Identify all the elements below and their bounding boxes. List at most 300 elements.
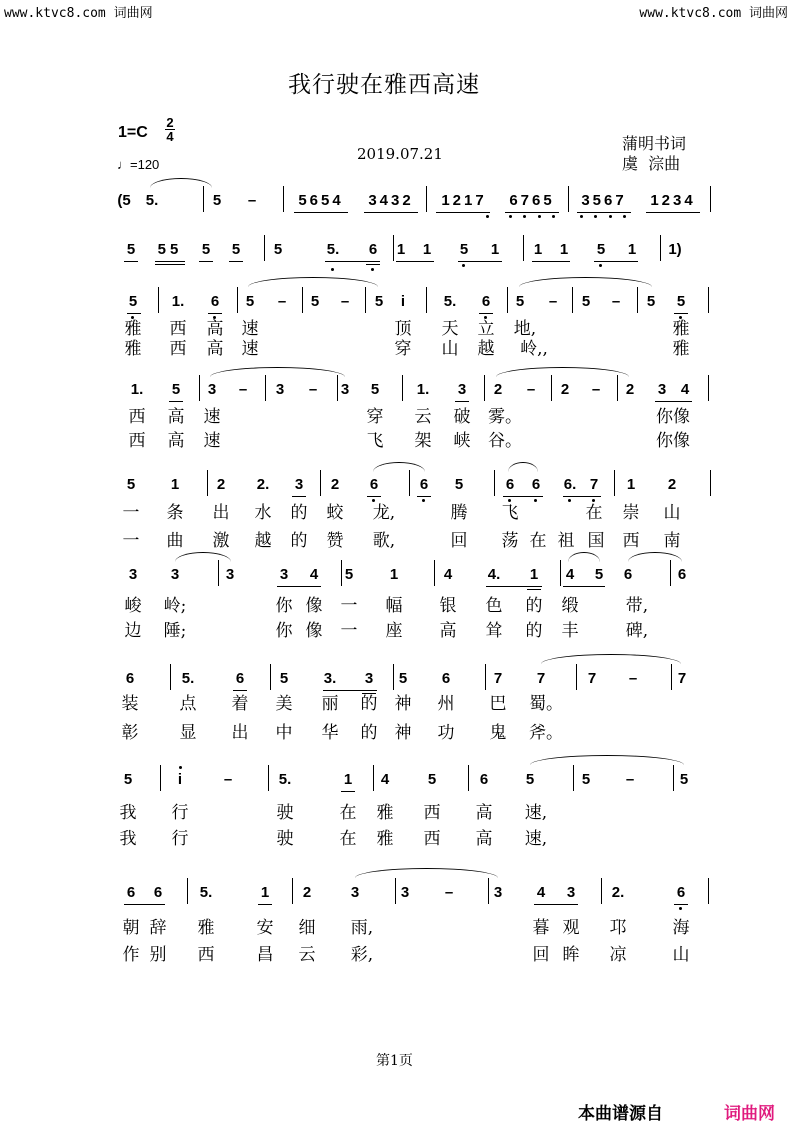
low-octave-dot [538,215,541,218]
high-octave-dot [179,766,182,769]
tie [496,367,629,377]
barline [426,287,427,313]
lyric: 越 [254,531,272,551]
lyric: 岭; [163,596,187,616]
note: 6765 [509,192,555,209]
lyric: 歌, [372,531,396,551]
lyric: 朝 [122,918,140,938]
lyric: 速, [524,803,548,823]
lyric: 峻 [124,596,142,616]
note: 6. [563,476,577,493]
lyric: 架 [414,431,432,451]
beam [364,212,418,213]
tie [519,277,652,287]
beam [396,261,434,262]
note: 5 [201,241,211,258]
lyric: 你像 [656,407,690,427]
lyric: 岭,, [520,339,548,359]
song-title: 我行驶在雅西高速 [288,72,480,98]
lyric: 丰 [561,621,579,641]
lyric: 高 [439,621,457,641]
lyric: 带, [625,596,649,616]
lyric: 在 [339,829,357,849]
beam [563,586,605,587]
lyric: 一 [340,621,358,641]
lyric: 云 [414,407,432,427]
time-signature-top: 2 [166,115,174,130]
note: 5 [231,241,241,258]
beam [325,261,380,262]
note: 3 [128,566,138,583]
lyric: 丽 [321,694,339,714]
lyric: 神 [394,723,412,743]
beam [124,904,165,905]
note: 1 [559,241,569,258]
note: 5. [443,293,457,310]
lyric: 幅 [385,596,403,616]
tie [530,755,684,765]
note: 4 [565,566,575,583]
note: 6 [441,670,451,687]
lyric: 激 [212,531,230,551]
barline [708,287,709,313]
note: – [444,884,454,901]
date: 2019.07.21 [357,145,443,163]
lyric: 飞 [366,431,384,451]
lyricist-credit: 蒲明书词 [622,134,687,153]
lyric: 座 [385,621,403,641]
note: – [591,381,601,398]
lyric: 速 [241,339,259,359]
note: – [611,293,621,310]
note: 5 [279,670,289,687]
tie [541,654,681,664]
note: 5 [646,293,656,310]
low-octave-dot [623,215,626,218]
lyric: 速 [203,431,221,451]
lyric: 辞 [149,918,167,938]
barline [617,375,618,401]
tempo-marking: ♩=120 [117,157,160,172]
lyric: 祖 [557,531,575,551]
lyric: 海 [672,918,690,938]
beam [563,496,601,497]
barline [485,664,486,690]
lyric: 山 [663,503,681,523]
note: – [340,293,350,310]
barline [637,287,638,313]
lyric: 行 [171,803,189,823]
barline [572,287,573,313]
lyric: 雅 [672,339,690,359]
note: 1. [171,293,185,310]
lyric: 云 [298,945,316,965]
lyric: 色 [485,596,503,616]
note: 6 [368,241,378,258]
note: 6 [531,476,541,493]
watermark-right: www.ktvc8.com 词曲网 [639,6,788,21]
barline [434,560,435,586]
lyric: 斧。 [529,723,563,743]
tie [373,462,425,472]
note: 3 [294,476,304,493]
lyric: 雅 [376,803,394,823]
lyric: 西 [423,829,441,849]
note: 5654 [298,192,344,209]
tie [355,868,498,878]
low-octave-dot [552,215,555,218]
note: 1 [627,241,637,258]
lyric: 彰 [121,723,139,743]
beam [674,904,688,905]
lyric: 我 [119,803,137,823]
lyric: 的 [525,596,543,616]
composer-credit: 虞 淙曲 [622,154,681,173]
note: 5 [128,293,138,310]
beam [534,904,578,905]
lyric: 缎 [561,596,579,616]
lyric: 细 [298,918,316,938]
watermark-left: www.ktvc8.com 词曲网 [4,6,153,21]
low-octave-dot [462,264,465,267]
barline [710,470,711,496]
beam [155,264,185,265]
note: 5 [427,771,437,788]
barline [568,186,569,212]
low-octave-dot [486,215,489,218]
barline [468,765,469,791]
note: 6 [210,293,220,310]
lyric: 观 [562,918,580,938]
barline [218,560,219,586]
lyric: 蜀。 [529,694,563,714]
note: 5 [245,293,255,310]
time-signature [165,116,175,143]
beam [646,212,700,213]
lyric: 昌 [256,945,274,965]
low-octave-dot [679,907,682,910]
note: 3432 [368,192,414,209]
lyric: 的 [290,503,308,523]
lyric: 在 [529,531,547,551]
lyric: 雅 [124,319,142,339]
note: 7 [536,670,546,687]
note: 5 [679,771,689,788]
note: 6 [369,476,379,493]
note: 1217 [441,192,487,209]
lyric: 西 [197,945,215,965]
lyric: 一 [340,596,358,616]
note: 2 [560,381,570,398]
lyric: 国 [587,531,605,551]
barline [573,765,574,791]
lyric: 你像 [656,431,690,451]
note: 5 [310,293,320,310]
site-logo: 词曲网 [724,1104,775,1124]
note: 3 [566,884,576,901]
barline [576,664,577,690]
note: 2 [625,381,635,398]
lyric: 西 [169,319,187,339]
note: 5 [126,241,136,258]
low-octave-dot [599,264,602,267]
lyric: 雅 [672,319,690,339]
beam [527,589,541,590]
note: 6 [479,771,489,788]
note: – [526,381,536,398]
note: i [177,771,183,788]
note: 5 [525,771,535,788]
lyric: 一 [122,531,140,551]
lyric: 陲; [163,621,187,641]
barline [365,287,366,313]
barline [671,664,672,690]
tie [628,552,682,562]
note: – [223,771,233,788]
note: 1 [170,476,180,493]
tie [175,552,231,562]
source-label: 本曲谱源自 [578,1104,663,1124]
note: 6 [125,670,135,687]
barline [203,186,204,212]
beam [277,586,321,587]
lyric: 一 [122,503,140,523]
barline [341,560,342,586]
lyric: 作 [122,945,140,965]
note: 1. [130,381,144,398]
note: 4 [536,884,546,901]
note: 2 [667,476,677,493]
note: 5. [145,192,159,209]
beam [532,261,570,262]
lyric: 高 [167,407,185,427]
lyric: 装 [121,694,139,714]
lyric: 出 [212,503,230,523]
lyric: 荡 [501,531,519,551]
note: – [548,293,558,310]
note: 3 [493,884,503,901]
lyric: 天 [441,319,459,339]
low-octave-dot [568,499,571,502]
beam [155,261,185,262]
lyric: 西 [128,407,146,427]
note: 5 [676,293,686,310]
lyric: 立 [477,319,495,339]
lyric: 像 [305,596,323,616]
low-octave-dot [580,215,583,218]
lyric: 暮 [532,918,550,938]
lyric: 驶 [276,803,294,823]
note: 7 [677,670,687,687]
note: 5. [199,884,213,901]
note: – [628,670,638,687]
lyric: 凉 [609,945,627,965]
low-octave-dot [594,215,597,218]
lyric: 行 [171,829,189,849]
barline [402,375,403,401]
barline [170,664,171,690]
tie [210,367,345,377]
lyric: 雅 [124,339,142,359]
barline [265,375,266,401]
lyric: 速 [203,407,221,427]
beam [258,904,272,905]
barline [601,878,602,904]
barline [484,375,485,401]
lyric: 眸 [562,945,580,965]
note: 6 [419,476,429,493]
note: 5 [596,241,606,258]
note: 2. [256,476,270,493]
note: 6 [153,884,163,901]
lyric: 高 [475,803,493,823]
note: 5 [171,381,181,398]
barline [395,878,396,904]
note: 5. [326,241,340,258]
lyric: 西 [423,803,441,823]
note: 3 [400,884,410,901]
low-octave-dot [523,215,526,218]
barline [393,664,394,690]
lyric: 西 [128,431,146,451]
lyric: 的 [360,694,378,714]
note: 1234 [650,192,696,209]
note: – [247,192,257,209]
low-octave-dot [371,268,374,271]
barline [292,878,293,904]
lyric: 边 [124,621,142,641]
barline [302,287,303,313]
low-octave-dot [609,215,612,218]
barline [488,878,489,904]
lyric: 曲 [166,531,184,551]
barline [207,470,208,496]
beam [417,496,431,497]
lyric: 南 [663,531,681,551]
low-octave-dot [534,499,537,502]
note: 6 [677,566,687,583]
note: 6 [126,884,136,901]
lyric: 赞 [326,531,344,551]
lyric: 蛟 [326,503,344,523]
lyric: 速, [524,829,548,849]
lyric: 的 [290,531,308,551]
lyric: 高 [167,431,185,451]
lyric: 安 [256,918,274,938]
lyric: 龙, [372,503,396,523]
note: 4 [380,771,390,788]
lyric: 腾 [450,503,468,523]
barline [673,765,674,791]
barline [187,878,188,904]
beam [199,261,213,262]
note: 2 [216,476,226,493]
barline [670,560,671,586]
note: 5 [454,476,464,493]
note: 5 [212,192,222,209]
lyric: 破 [453,407,471,427]
lyric: 地, [513,319,537,339]
note: 5 [374,293,384,310]
lyric: 穿 [394,339,412,359]
note: 1 [533,241,543,258]
beam [577,212,631,213]
barline [270,664,271,690]
note: 4 [443,566,453,583]
note: 6 [481,293,491,310]
note: (5 [117,192,131,209]
score-line-8 [0,876,792,916]
beam [124,261,138,262]
lyric: 功 [437,723,455,743]
low-octave-dot [331,268,334,271]
barline [199,375,200,401]
note: 4 [309,566,319,583]
barline [708,375,709,401]
lyric: 山 [441,339,459,359]
barline [320,470,321,496]
note: 1 [389,566,399,583]
note: i [400,293,406,310]
key-signature: 1=C [118,124,148,141]
note: 3 [170,566,180,583]
note: 5 [370,381,380,398]
lyric: 你 [275,621,293,641]
barline [507,287,508,313]
barline [268,765,269,791]
barline [710,186,711,212]
tie [568,552,600,562]
barline [160,765,161,791]
note: 3567 [581,192,627,209]
note: 4. [487,566,501,583]
note: 5 [459,241,469,258]
note: 3 [350,884,360,901]
beam [292,496,306,497]
lyric: 出 [231,723,249,743]
beam [294,212,348,213]
lyric: 在 [585,503,603,523]
lyric: 雅 [197,918,215,938]
note: 5 [398,670,408,687]
beam [503,496,543,497]
beam [486,586,542,587]
lyric: 水 [254,503,272,523]
note: 2 [493,381,503,398]
note: 1 [260,884,270,901]
note: 1 [529,566,539,583]
note: 5. [278,771,292,788]
page-number: 第1页 [376,1053,413,1069]
lyric: 中 [275,723,293,743]
note: 3 [225,566,235,583]
beam [229,261,243,262]
lyric: 越 [477,339,495,359]
note: 7 [493,670,503,687]
barline [660,235,661,261]
barline [264,235,265,261]
note: 55 [157,241,183,258]
note: 1 [422,241,432,258]
lyric: 峡 [453,431,471,451]
tie [150,178,212,188]
lyric: 美 [275,694,293,714]
note: 3 [457,381,467,398]
lyric: 高 [206,339,224,359]
note: – [308,381,318,398]
lyric: 谷。 [488,431,522,451]
note: 3 [657,381,667,398]
